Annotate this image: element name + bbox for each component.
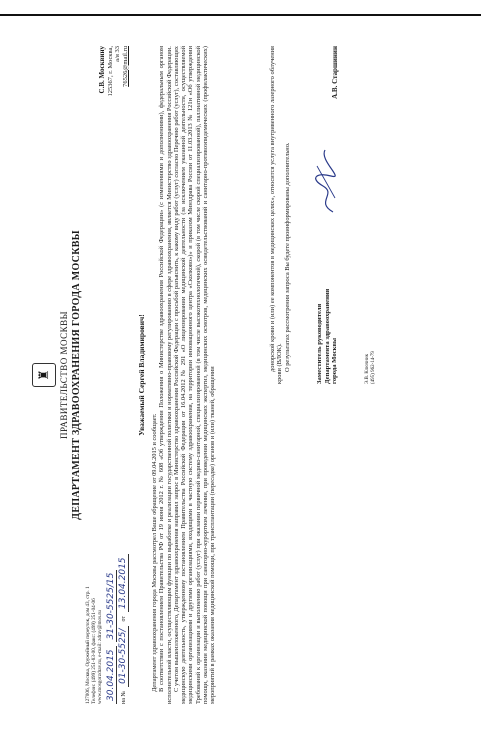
department-title: ДЕПАРТАМЕНТ ЗДРАВООХРАНЕНИЯ ГОРОДА МОСКВЫ — [71, 230, 82, 520]
recipient-address: 125367, г. Москва, — [106, 46, 114, 97]
incoming-number: 01-30-5525/ — [118, 626, 129, 687]
letter-page-one — [28, 40, 228, 710]
recipient-po-box: а/я 33 — [114, 46, 121, 62]
on-number-label: на № — [120, 690, 127, 704]
signature-block — [313, 46, 339, 384]
executor-name: Э.В. Ключник — [364, 353, 370, 384]
salutation: Уважаемый Сергей Владимирович! — [137, 314, 146, 436]
top-border-line — [0, 14, 481, 16]
signer-name: А.В. Старшинин — [330, 46, 339, 99]
letter-body — [151, 46, 217, 704]
incoming-date: 13.04.2015 — [118, 554, 129, 612]
letter-page-two — [265, 40, 435, 390]
address-line: www.mosgorzdrav.ru, e-mail: zdrav@mos.ru — [97, 610, 104, 704]
continuation-paragraph: донорской крови и (или) ее компонентов в медицинских целях», относится услуга внутривенного лазерного облучения крови (ВЛОК). — [269, 46, 284, 384]
letterhead — [32, 46, 82, 704]
position-line: города Москвы — [331, 337, 339, 384]
sender-address — [85, 474, 104, 704]
from-label: от — [120, 616, 127, 622]
incoming-reference — [118, 474, 129, 704]
executor-phone: (495) 962-14-79 — [370, 351, 376, 384]
recipient-name: С.В. Москвину — [98, 46, 106, 94]
executor-info — [365, 46, 377, 384]
address-line: Телефон: (499) 251-83-00, факс: (499) 251-04-06 — [91, 598, 98, 704]
signer-position — [316, 264, 339, 384]
handwritten-signature-icon — [313, 146, 339, 216]
sender-block — [85, 474, 129, 704]
moscow-emblem-icon: ♜ — [32, 363, 56, 387]
continuation-paragraph: О результатах рассмотрения запроса Вы будете проинформированы дополнительно. — [283, 142, 291, 372]
body-paragraph: С учетом вышеизложенного, Департамент здравоохранения направил запрос в Министерство здравоохранения Российской Федерации с просьбой разъяснить, к какому виду работ (услуг) согласно Перечню работ (услуг), составляющих медицинскую деятельность, утвержденному постановлением Правительства Российской Федерации от 16.04.2012 № 291 «О лицензировании медицинской деятельности (за исключением указанной деятельности, осуществляемой медицинскими организациями и другими организациями, входящими в частную систему здравоохранения, на территории инновационного центра «Сколково»)» и приказом Минздрава России от 11.03.2013 № 121н «Об утверждении Требований к организации и выполнению работ (услуг) при оказании первичной медико-санитарной, специализированной (в том числе высокотехнологичной), скорой (в том числе скорой специализированной), паллиативной медицинской помощи, оказании медицинской помощи при санаторно-курортном лечении, при проведении медицинских экспертиз, медицинских осмотров, медицинских освидетельствований и санитарно-противоэпидемических (профилактических) мероприятий в рамках оказания медицинской помощи, при трансплантации (пересадке) органов и (или) тканей, обращении — [172, 46, 217, 704]
outgoing-registration — [106, 474, 117, 704]
position-line: Департамента здравоохранения — [323, 288, 331, 384]
recipient-email: 76526@mail.ru — [121, 46, 129, 87]
government-title: ПРАВИТЕЛЬСТВО МОСКВЫ — [59, 311, 69, 440]
recipient-block — [85, 46, 129, 176]
body-paragraph: В соответствии с постановлением Правительства РФ от 19 июня 2012 г. № 608 «Об утверждении Положения о Министерстве здравоохранения Российской Федерации» (с изменениями и дополнениями), федеральным органом исполнительной власти, осуществляющим функции по выработке и реализации государственной политики и нормативно-правовому регулированию в сфере здравоохранения, является Министерство здравоохранения Российской Федерации. — [158, 46, 173, 704]
registration-number: 31-30-5525/15 — [106, 570, 117, 643]
body-paragraph: Департамент здравоохранения города Москвы рассмотрел Ваше обращение от 09.04.2015 и сообщает. — [151, 413, 158, 692]
address-line: 127006, Москва, Оружейный переулок, дом 43, стр. 1 — [85, 586, 91, 704]
letter-header — [85, 46, 129, 704]
continuation-text — [269, 46, 291, 384]
position-line: Заместитель руководителя — [316, 303, 324, 384]
registration-date: 30.04.2015 — [106, 646, 117, 704]
